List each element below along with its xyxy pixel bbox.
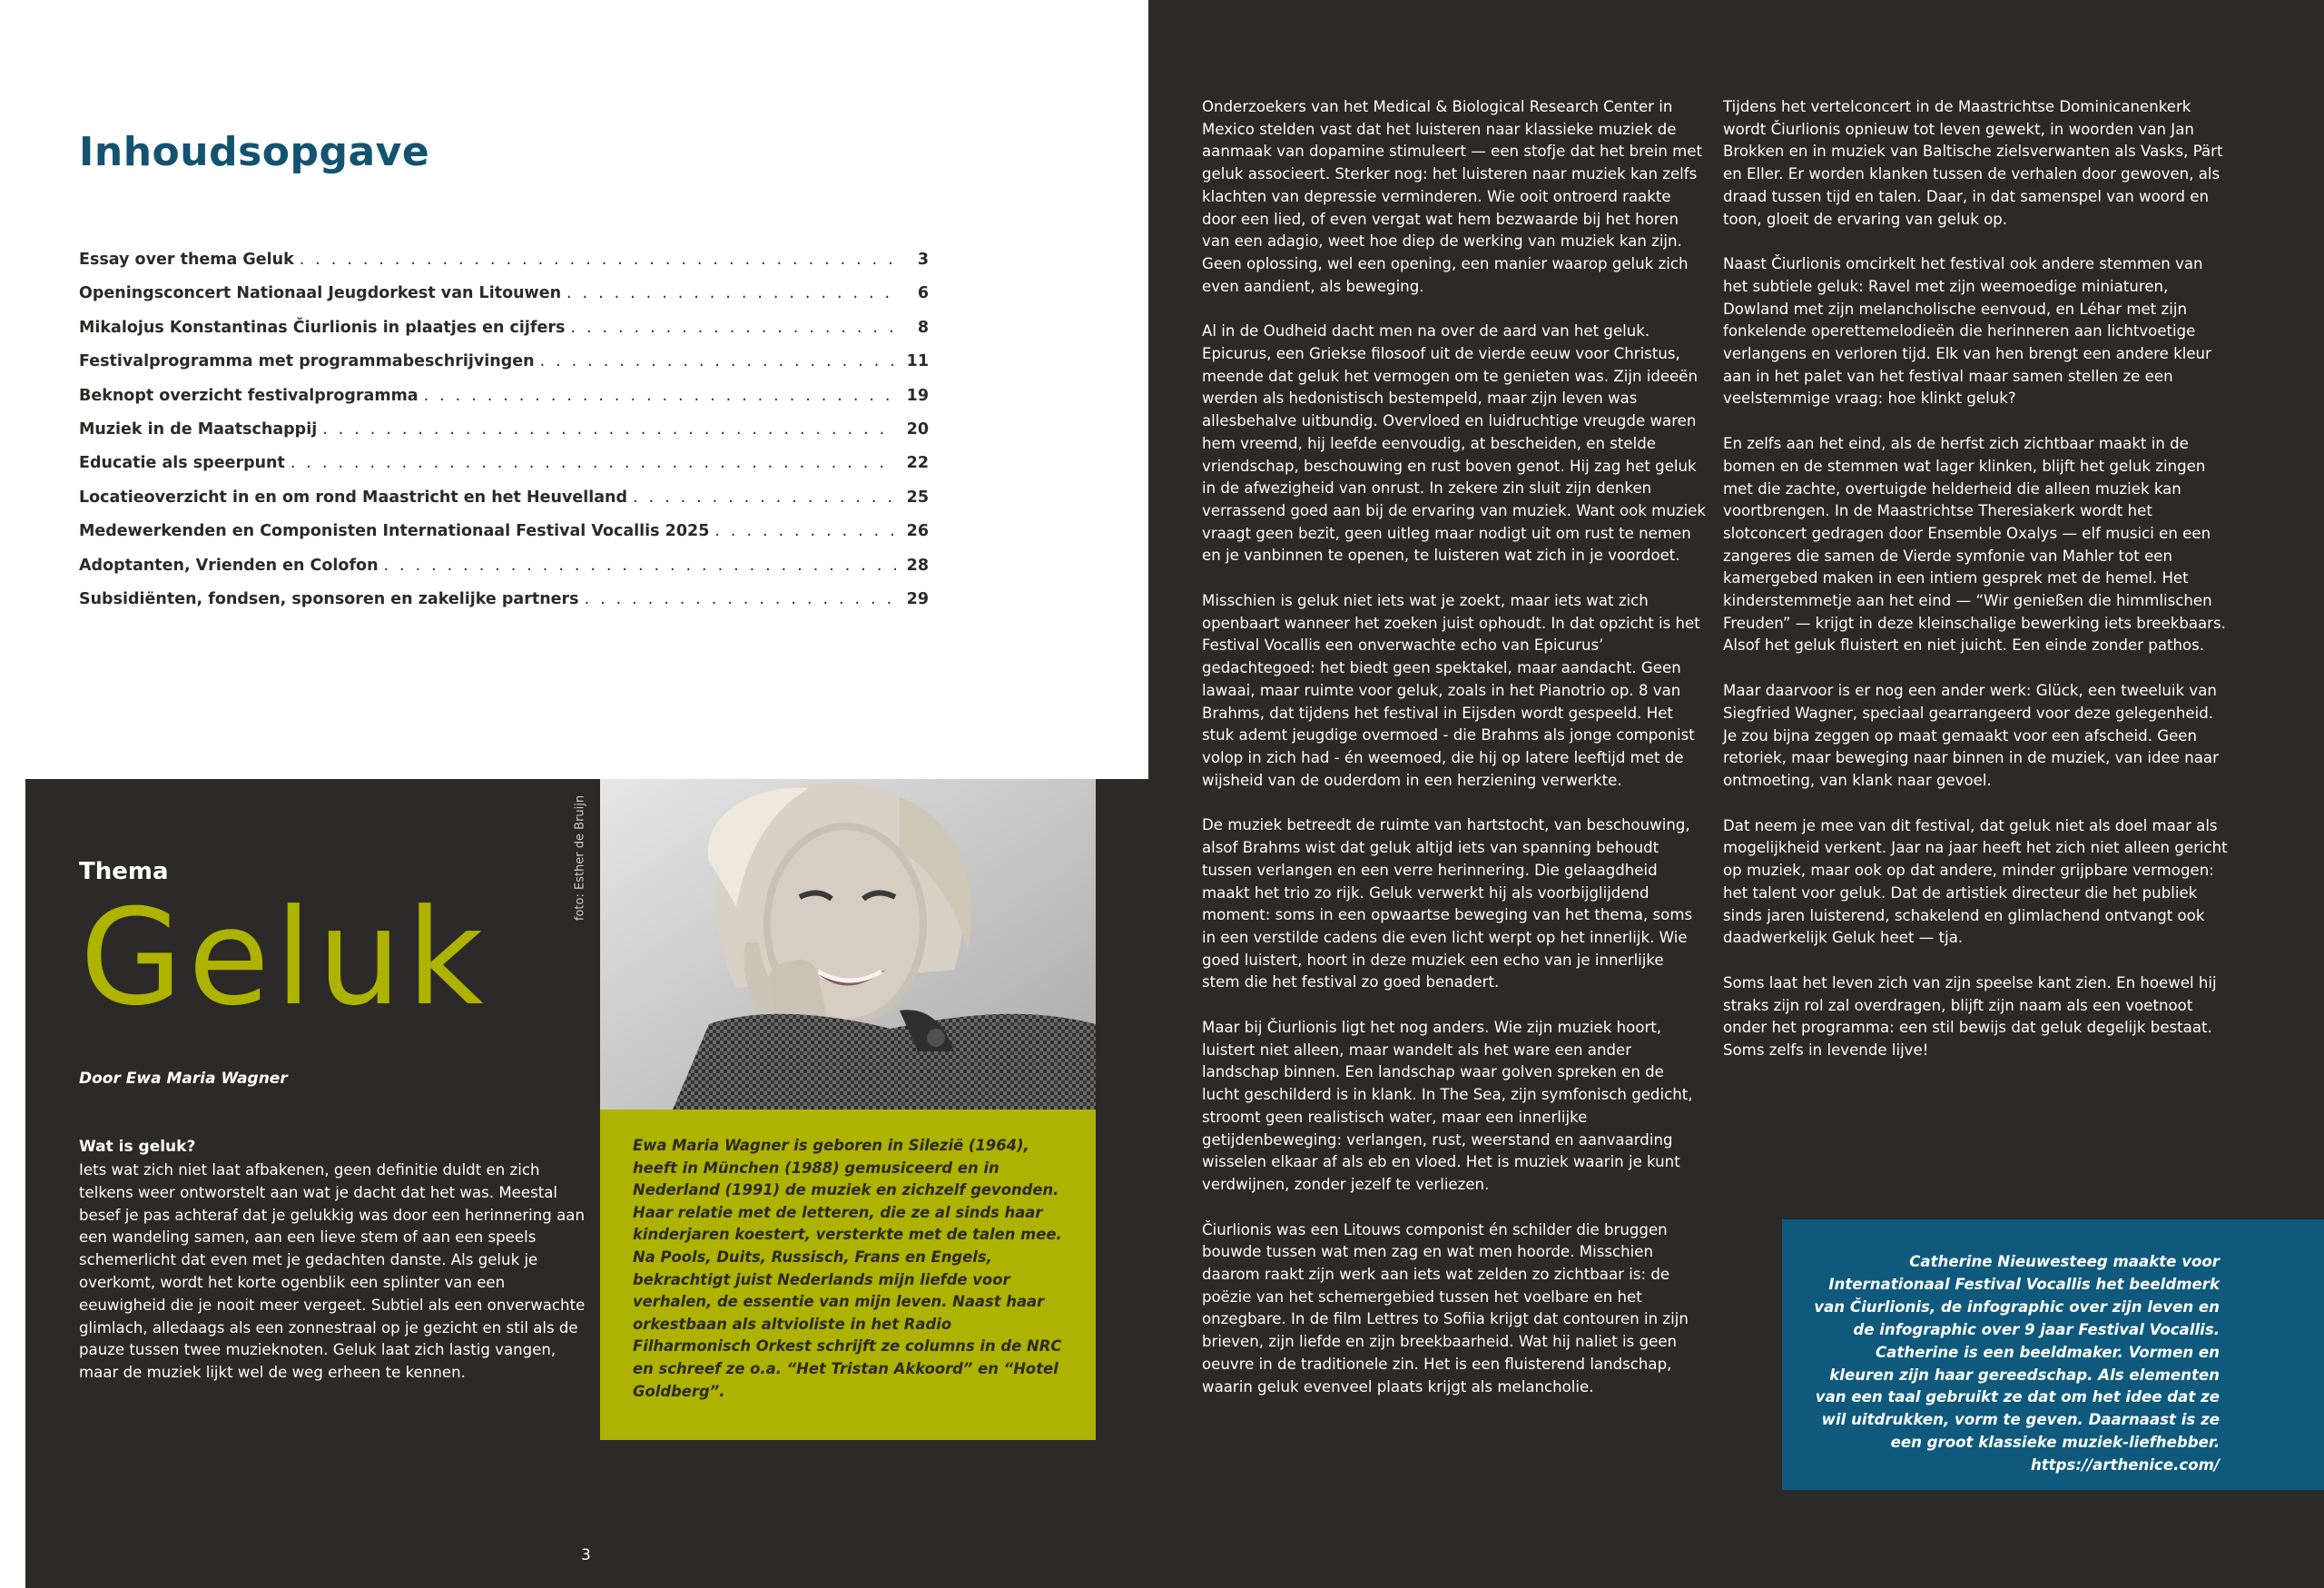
toc-item-page: 25 [906,488,929,507]
theme-label: Thema [79,858,169,885]
toc-item-page: 19 [906,386,929,405]
essay-paragraph: Maar bij Čiurlionis ligt het nog anders. Wie zijn muziek hoort, luistert niet alleen, maar wandelt als het ware een ander landschap binnen. Een landschap waar golven spreken en de lucht geschilderd is in klank. In The Sea, zijn symfonisch gedicht, stroomt geen realistisch water, maar een innerlijke getijdenbeweging: verlangen, rust, weerstand en aanvaarding wisselen elkaar af als eb en vloed. Het is muziek waarin je kunt verdwijnen, zonder jezelf te verliezen. [1202,1019,1693,1193]
toc-item[interactable] [79,387,929,420]
toc-item-page: 20 [906,419,929,439]
toc-item-page: 8 [917,318,929,337]
toc-leader-dots [540,352,896,370]
toc-item[interactable] [79,454,929,488]
essay-column-2 [1723,96,2231,1085]
intro-heading: Wat is geluk? [79,1138,196,1156]
toc-item-page: 29 [906,589,929,608]
toc-leader-dots [384,557,896,575]
author-byline: Door Ewa Maria Wagner [79,1070,288,1088]
toc-item-label: Essay over thema Geluk [79,251,294,269]
toc-item-label: Subsidiënten, fondsen, sponsoren en zakelijke partners [79,589,579,608]
toc-item-label: Locatieoverzicht in en om rond Maastricht en het Heuvelland [79,488,628,507]
photo-credit-text: foto: Esther de Bruijn [573,794,587,922]
illustrator-credit-text: Catherine Nieuwesteeg maakte voor Internationaal Festival Vocallis het beeldmerk van Čiurlionis, de infographic over zijn leven en de infographic over 9 jaar Festival Vocallis. Catherine is een beeldmaker. Vormen en kleuren zijn haar gereedschap. Als elementen van een taal gebruikt ze dat om het idee dat ze wil uitdrukken, vorm te geven. Daarnaast is ze een groot klassieke muziek-liefhebber. https://arthenice.com/ [1814,1253,2220,1475]
toc-leader-dots [300,251,896,269]
toc-item[interactable] [79,319,929,352]
toc-item[interactable] [79,488,929,522]
toc-item-label: Medewerkenden en Componisten Internationaal Festival Vocallis 2025 [79,522,710,541]
toc-item-label: Beknopt overzicht festivalprogramma [79,386,419,405]
toc-item-label: Openingsconcert Nationaal Jeugdorkest van Litouwen [79,284,562,303]
toc-item[interactable] [79,284,929,318]
essay-paragraph: Maar daarvoor is er nog een ander werk: Glück, een tweeluik van Siegfried Wagner, speciaal gearrangeerd voor deze gelegenheid. Je zou bijna zeggen op maat gemaakt voor een afscheid. Geen retoriek, maar beweging naar binnen in de muziek, van idee naar ontmoeting, van klank naar gevoel. [1723,682,2219,789]
toc-item[interactable] [79,251,929,284]
theme-title: Geluk [80,881,489,1035]
essay-paragraph: Čiurlionis was een Litouws componist én schilder die bruggen bouwde tussen wat men zag en wat men hoorde. Misschien daarom raakt zijn werk aan iets wat zelden zo zichtbaar is: de poëzie van het schemergebied tussen het voelbare en het onzegbare. In de film Lettres to Sofiia krijgt dat contouren in zijn brieven, zijn liefde en zijn breekbaarheid. Wat hij naliet is geen oeuvre in de traditionele zin. Het is een fluisterend landschap, waarin geluk evenveel plaats krijgt als melancholie. [1202,1220,1689,1396]
toc-item-page: 11 [906,352,929,371]
toc-leader-dots [290,454,896,472]
toc-item-label: Mikalojus Konstantinas Čiurlionis in plaatjes en cijfers [79,318,566,337]
toc-item-label: Adoptanten, Vrienden en Colofon [79,556,379,575]
essay-paragraph: De muziek betreedt de ruimte van hartstocht, van beschouwing, alsof Brahms wist dat geluk altijd iets van spanning behoudt tussen verlangen en een verre herinnering. Die gelaagdheid maakt het trio zo rijk. Geluk verwerkt hij als voorbijglijdend moment: soms in een opwaartse beweging van het thema, soms in een verstilde cadens die even licht werpt op het innerlijk. Wie goed luistert, hoort in deze muziek een echo van je innerlijke stem die het festival zo goed benadert. [1202,816,1693,991]
photo-credit [565,790,596,926]
author-bio-text: Ewa Maria Wagner is geboren in Silezië (1964), heeft in München (1988) gemusiceerd en in Nederland (1991) de muziek en zichzelf gevonden. Haar relatie met de letteren, die ze al sinds haar kinderjaren koestert, versterkte met de talen mee. Na Pools, Duits, Russisch, Frans en Engels, bekrachtigt juist Nederlands mijn liefde voor verhalen, de essentie van mijn leven. Naast haar orkestbaan als altvioliste in het Radio Filharmonisch Orkest schrijft ze columns in de NRC en schreef ze o.a. “Het Tristan Akkoord” en “Hotel Goldberg”. [633,1137,1062,1400]
toc-leader-dots [714,522,896,540]
essay-paragraph: Onderzoekers van het Medical & Biological Research Center in Mexico stelden vast dat het luisteren naar klassieke muziek de aanmaak van dopamine stimuleert — een stofje dat het brein met geluk associeert. Sterker nog: het luisteren naar muziek kan zelfs klachten van depressie verminderen. Wie ooit ontroerd raakte door een lied, of even vergat wat hem bezwaarde bij het horen van een adagio, weet hoe diep de werking van muziek kan zijn. Geen oplossing, wel een opening, een manier waarop geluk zich even aandient, als beweging. [1202,98,1703,295]
essay-paragraph: Tijdens het vertelconcert in de Maastrichtse Dominicanenkerk wordt Čiurlionis opnieuw tot leven gewekt, in woorden van Jan Brokken en in muziek van Baltische zielsverwanten als Vasks, Pärt en Eller. Er worden klanken tussen de verhalen door gewoven, als draad tussen tijd en talen. Daar, in dat samenspel van woord en toon, gloeit de ervaring van geluk op. [1723,98,2223,228]
author-portrait [600,779,1096,1110]
toc-item[interactable] [79,557,929,590]
intro-paragraph: Iets wat zich niet laat afbakenen, geen definitie duldt en zich telkens weer ontworstelt aan wat je dacht dat het was. Meestal besef je pas achteraf dat je gelukkig was door een herinnering aan een wandeling samen, aan een lieve stem of aan een speels schemerlicht dat even met je gedachten danste. Als geluk je overkomt, wordt het korte ogenblik een splinter van een eeuwigheid die je nooit meer vergeet. Subtiel als een onverwachte glimlach, alledaags als een zonnestraal op je gezicht en stil als de pauze tussen twee muzieknoten. Geluk laat zich lastig vangen, maar de muziek lijkt wel de weg erheen te kennen. [79,1161,586,1382]
toc-leader-dots [570,319,896,337]
essay-column-1 [1202,96,1706,1421]
toc-item-label: Festivalprogramma met programmabeschrijvingen [79,352,535,371]
essay-paragraph: Soms laat het leven zich van zijn speelse kant zien. En hoewel hij straks zijn rol zal overdragen, blijft zijn naam als een voetnoot onder het programma: een stil bewijs dat geluk degelijk bestaat. Soms zelfs in levende lijve! [1723,973,2217,1060]
table-of-contents [0,0,1148,779]
toc-item-label: Muziek in de Maatschappij [79,419,318,439]
toc-item-page: 22 [906,454,929,473]
toc-leader-dots [633,488,896,507]
toc-leader-dots [566,284,896,302]
page-gutter [0,776,25,1588]
essay-paragraph: Misschien is geluk niet iets wat je zoekt, maar iets wat zich openbaart wanneer het zoeken juist ophoudt. In dat opzicht is het Festival Vocallis een onverwachte echo van Epicurus’ gedachtegoed: het biedt geen spektakel, maar aandacht. Geen lawaai, maar ruimte voor geluk, zoals in het Pianotrio op. 8 van Brahms, dat tijdens het festival in Eijsden wordt gespeeld. Het stuk ademt jeugdige overmoed - die Brahms als jonge componist volop in zich had - én weemoed, die hij op latere leeftijd met de wijsheid van de ouderdom in een herziening verwerkte. [1202,592,1700,789]
portrait-illustration [600,779,1096,1110]
toc-item-label: Educatie als speerpunt [79,454,285,473]
toc-item-page: 6 [917,284,929,303]
toc-item-page: 3 [917,251,929,269]
toc-item[interactable] [79,590,929,624]
toc-leader-dots [424,387,896,405]
toc-leader-dots [322,420,896,439]
essay-paragraph: Naast Čiurlionis omcirkelt het festival ook andere stemmen van het subtiele geluk: Ravel met zijn weemoedige miniaturen, Dowland met zijn melancholische eenvoud, en Léhar met zijn fonkelende operettemelodieën die herinneren aan lichtvoetige verlangens en verloren tijd. Elk van hen brengt een andere kleur aan in het palet van het festival maar samen stellen ze een veelstemmige vraag: hoe klinkt geluk? [1723,255,2211,408]
toc-leader-dots [585,590,896,608]
essay-paragraph: Al in de Oudheid dacht men na over de aard van het geluk. Epicurus, een Griekse filosoof uit de vierde eeuw voor Christus, meende dat geluk het vermogen om te genieten was. Zijn ideeën werden als hedonistisch bestempeld, maar zijn leven was allesbehalve uitbundig. Overvloed en luidruchtige vreugde waren hem vreemd, hij leefde eenvoudig, at bescheiden, en stelde vriendschap, beschouwing en rust boven genot. Hij zag het geluk in de afwezigheid van onrust. In zekere zin sluit zijn denken verrassend goed aan bij de ervaring van muziek. Want ook muziek vraagt geen bezit, geen uitleg maar nodigt uit om rust te nemen en je vanbinnen te openen, te luisteren wat zich in je voordoet. [1202,322,1706,565]
toc-item[interactable] [79,420,929,454]
essay-paragraph: En zelfs aan het eind, als de herfst zich zichtbaar maakt in de bomen en de stemmen wat lager klinken, blijft het geluk zingen met die zachte, overtuigde helderheid die alleen muziek kan voortbrengen. In de Maastrichtse Theresiakerk wordt het slotconcert gedragen door Ensemble Oxalys — elf musici en een zangeres die samen de Vierde symfonie van Mahler tot een kamergebed maken in een intiem gesprek met de hemel. Het kinderstemmetje aan het eind — “Wir genießen die himmlischen Freuden” — krijgt in deze kleinschalige bewerking iets breekbaars. Alsof het geluk fluistert en niet juicht. Een einde zonder pathos. [1723,435,2226,655]
toc-item[interactable] [79,352,929,386]
toc-item-page: 26 [906,522,929,541]
toc-title: Inhoudsopgave [79,129,430,175]
toc-item[interactable] [79,522,929,556]
essay-paragraph: Dat neem je mee van dit festival, dat geluk niet als doel maar als mogelijkheid verkent. Jaar na jaar heeft het zich niet alleen gericht op muziek, maar ook op dat andere, minder grijpbare vermogen: het talent voor geluk. Dat de artistiek directeur die het publiek sinds jaren luisterend, schakelend en glimlachend ontvangt ook daadwerkelijk Geluk heet — tja. [1723,816,2228,947]
toc-list [79,251,929,624]
page-number: 3 [581,1546,591,1564]
toc-item-page: 28 [906,556,929,575]
